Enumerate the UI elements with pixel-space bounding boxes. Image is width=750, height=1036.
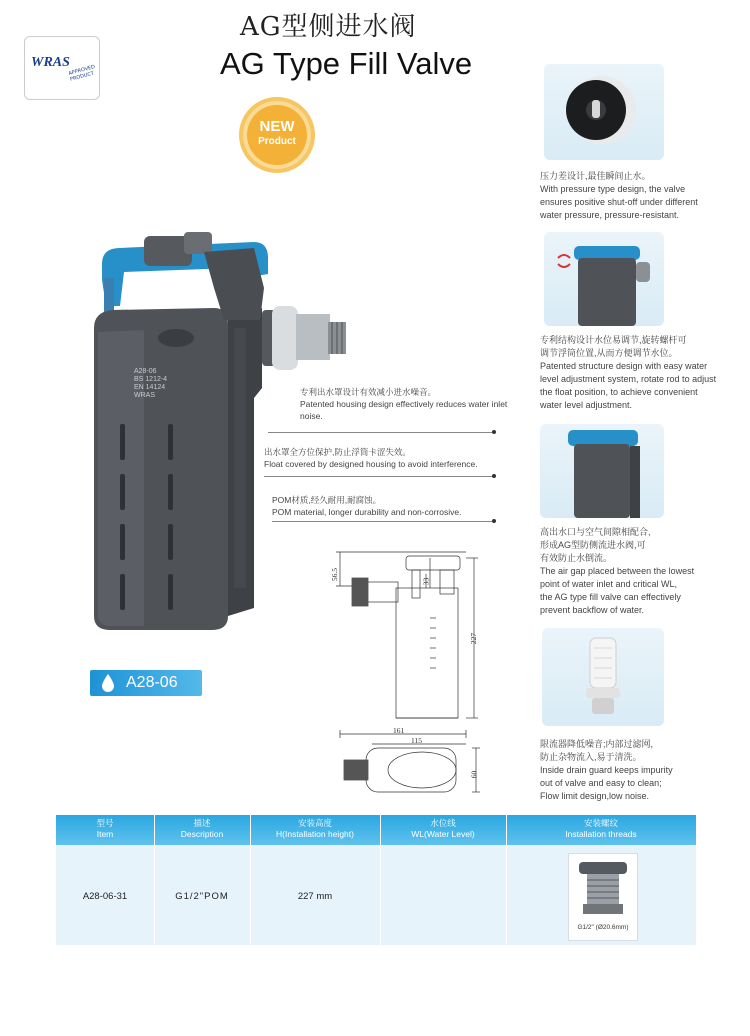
feature-en: the AG type fill valve can effectively <box>540 592 681 602</box>
feature-text-filter <box>540 738 740 803</box>
header-cn: 安装螺纹 <box>583 818 618 828</box>
title-english: AG Type Fill Valve <box>220 46 473 81</box>
spec-table <box>56 815 696 945</box>
spec-table-row <box>56 845 696 945</box>
feature-en: point of water inlet and critical WL, <box>540 579 678 589</box>
feature-en: Inside drain guard keeps impurity <box>540 765 673 775</box>
callout-noise <box>300 386 510 422</box>
feature-en: water pressure, pressure-resistant. <box>540 210 680 220</box>
feature-text-pressure <box>540 170 730 222</box>
callout-dot <box>492 519 496 523</box>
filter-icon <box>542 628 664 726</box>
thread-fitting-icon <box>569 854 637 924</box>
column-divider <box>250 815 251 945</box>
wras-logo-text: WRAS <box>31 55 70 70</box>
callout-float <box>264 446 504 470</box>
header-item <box>56 818 154 840</box>
feature-cn: 调节浮筒位置,从而方便调节水位。 <box>540 348 678 358</box>
header-threads <box>506 818 696 840</box>
header-cn: 描述 <box>193 818 211 828</box>
header-description <box>154 818 250 840</box>
header-en: WL(Water Level) <box>411 829 475 839</box>
header-height <box>250 818 380 840</box>
header-cn: 型号 <box>96 818 114 828</box>
callout-dot <box>492 430 496 434</box>
feature-image-airgap <box>540 424 664 518</box>
housing-marking-line: EN 14124 <box>134 384 166 391</box>
feature-image-pressure <box>544 64 664 160</box>
diaphragm-icon <box>544 64 664 160</box>
callout-line <box>264 476 494 477</box>
header-en: Installation threads <box>565 829 637 839</box>
housing-marking <box>134 368 167 400</box>
feature-cn: 压力差设计,最佳瞬间止水。 <box>540 171 651 181</box>
feature-image-filter <box>542 628 664 726</box>
callout-cn: POM材质,经久耐用,耐腐蚀。 <box>272 495 382 505</box>
feature-text-airgap <box>540 526 740 617</box>
feature-en: water level adjustment. <box>540 400 633 410</box>
feature-cn: 形成AG型防侧流进水阀,可 <box>540 540 646 550</box>
air-gap-icon <box>540 424 664 518</box>
water-drop-icon <box>100 673 116 693</box>
housing-marking-line: BS 1212-4 <box>134 376 168 383</box>
feature-en: Patented structure design with easy water <box>540 361 708 371</box>
dim-label: 115 <box>411 736 422 745</box>
header-water-level <box>380 818 506 840</box>
cell-item: A28-06-31 <box>82 891 128 902</box>
callout-en: Float covered by designed housing to avoid interference. <box>264 459 478 469</box>
feature-cn: 高出水口与空气间隙相配合, <box>540 527 651 537</box>
thread-spec-label: G1/2" (Ø20.6mm) <box>577 924 629 931</box>
callout-dot <box>492 474 496 478</box>
callout-cn: 出水罩全方位保护,防止浮筒卡涩失效。 <box>264 447 411 457</box>
column-divider <box>154 815 155 945</box>
callout-line <box>272 521 494 522</box>
dim-label: 56.5 <box>330 567 340 582</box>
water-level-adjust-icon <box>544 232 664 326</box>
feature-text-adjust <box>540 334 740 412</box>
callout-pom <box>272 494 498 518</box>
model-tag <box>90 670 202 696</box>
feature-en: The air gap placed between the lowest <box>540 566 695 576</box>
cell-description: G1/2"POM <box>175 891 229 902</box>
dimension-drawing <box>326 548 510 802</box>
header-en: Description <box>180 829 224 839</box>
dim-label: 227 <box>469 632 479 645</box>
thread-image-box <box>568 853 638 941</box>
feature-cn: 有效防止水倒流。 <box>540 553 613 563</box>
housing-marking-line: WRAS <box>134 392 155 399</box>
feature-en: level adjustment system, rotate rod to adjust <box>540 374 717 384</box>
title-chinese: AG型侧进水阀 <box>240 12 417 42</box>
callout-cn: 专利出水罩设计有效减小进水噪音。 <box>300 387 437 397</box>
model-tag-text: A28-06 <box>126 674 178 691</box>
badge-line-new: NEW <box>259 118 295 135</box>
feature-cn: 限流器降低噪音;内部过滤网, <box>540 739 654 749</box>
feature-cn: 专利结构设计水位易调节,旋转螺杆可 <box>540 335 687 345</box>
header-cn: 安装高度 <box>297 818 332 828</box>
badge-line-product: Product <box>258 136 296 147</box>
callout-en: Patented housing design effectively reduces water inlet noise. <box>300 399 508 421</box>
feature-en: prevent backflow of water. <box>540 605 645 615</box>
callout-en: POM material, longer durability and non-corrosive. <box>272 507 462 517</box>
dim-label: 161 <box>393 726 405 735</box>
feature-en: Flow limit design,low noise. <box>540 791 650 801</box>
new-product-badge <box>238 96 316 174</box>
cell-height: 227 mm <box>297 891 333 902</box>
feature-image-adjust <box>544 232 664 326</box>
header-cn: 水位线 <box>430 818 456 828</box>
feature-cn: 防止杂物流入,易于清洗。 <box>540 752 642 762</box>
header-en: H(Installation height) <box>276 829 354 839</box>
callout-line <box>268 432 494 433</box>
feature-en: out of valve and easy to clean; <box>540 778 662 788</box>
dim-label: 60 <box>469 770 479 779</box>
header-en: Item <box>96 829 114 839</box>
column-divider <box>380 815 381 945</box>
housing-marking-line: A28-06 <box>134 368 157 375</box>
column-divider <box>506 815 507 945</box>
feature-en: With pressure type design, the valve <box>540 184 686 194</box>
feature-en: ensures positive shut-off under different <box>540 197 698 207</box>
spec-table-header <box>56 815 696 845</box>
dim-label: 33 <box>421 577 431 586</box>
wras-logo-subtext: APPROVED PRODUCT <box>67 64 96 83</box>
feature-en: the float position, to achieve convenient <box>540 387 698 397</box>
wras-logo <box>24 36 100 100</box>
